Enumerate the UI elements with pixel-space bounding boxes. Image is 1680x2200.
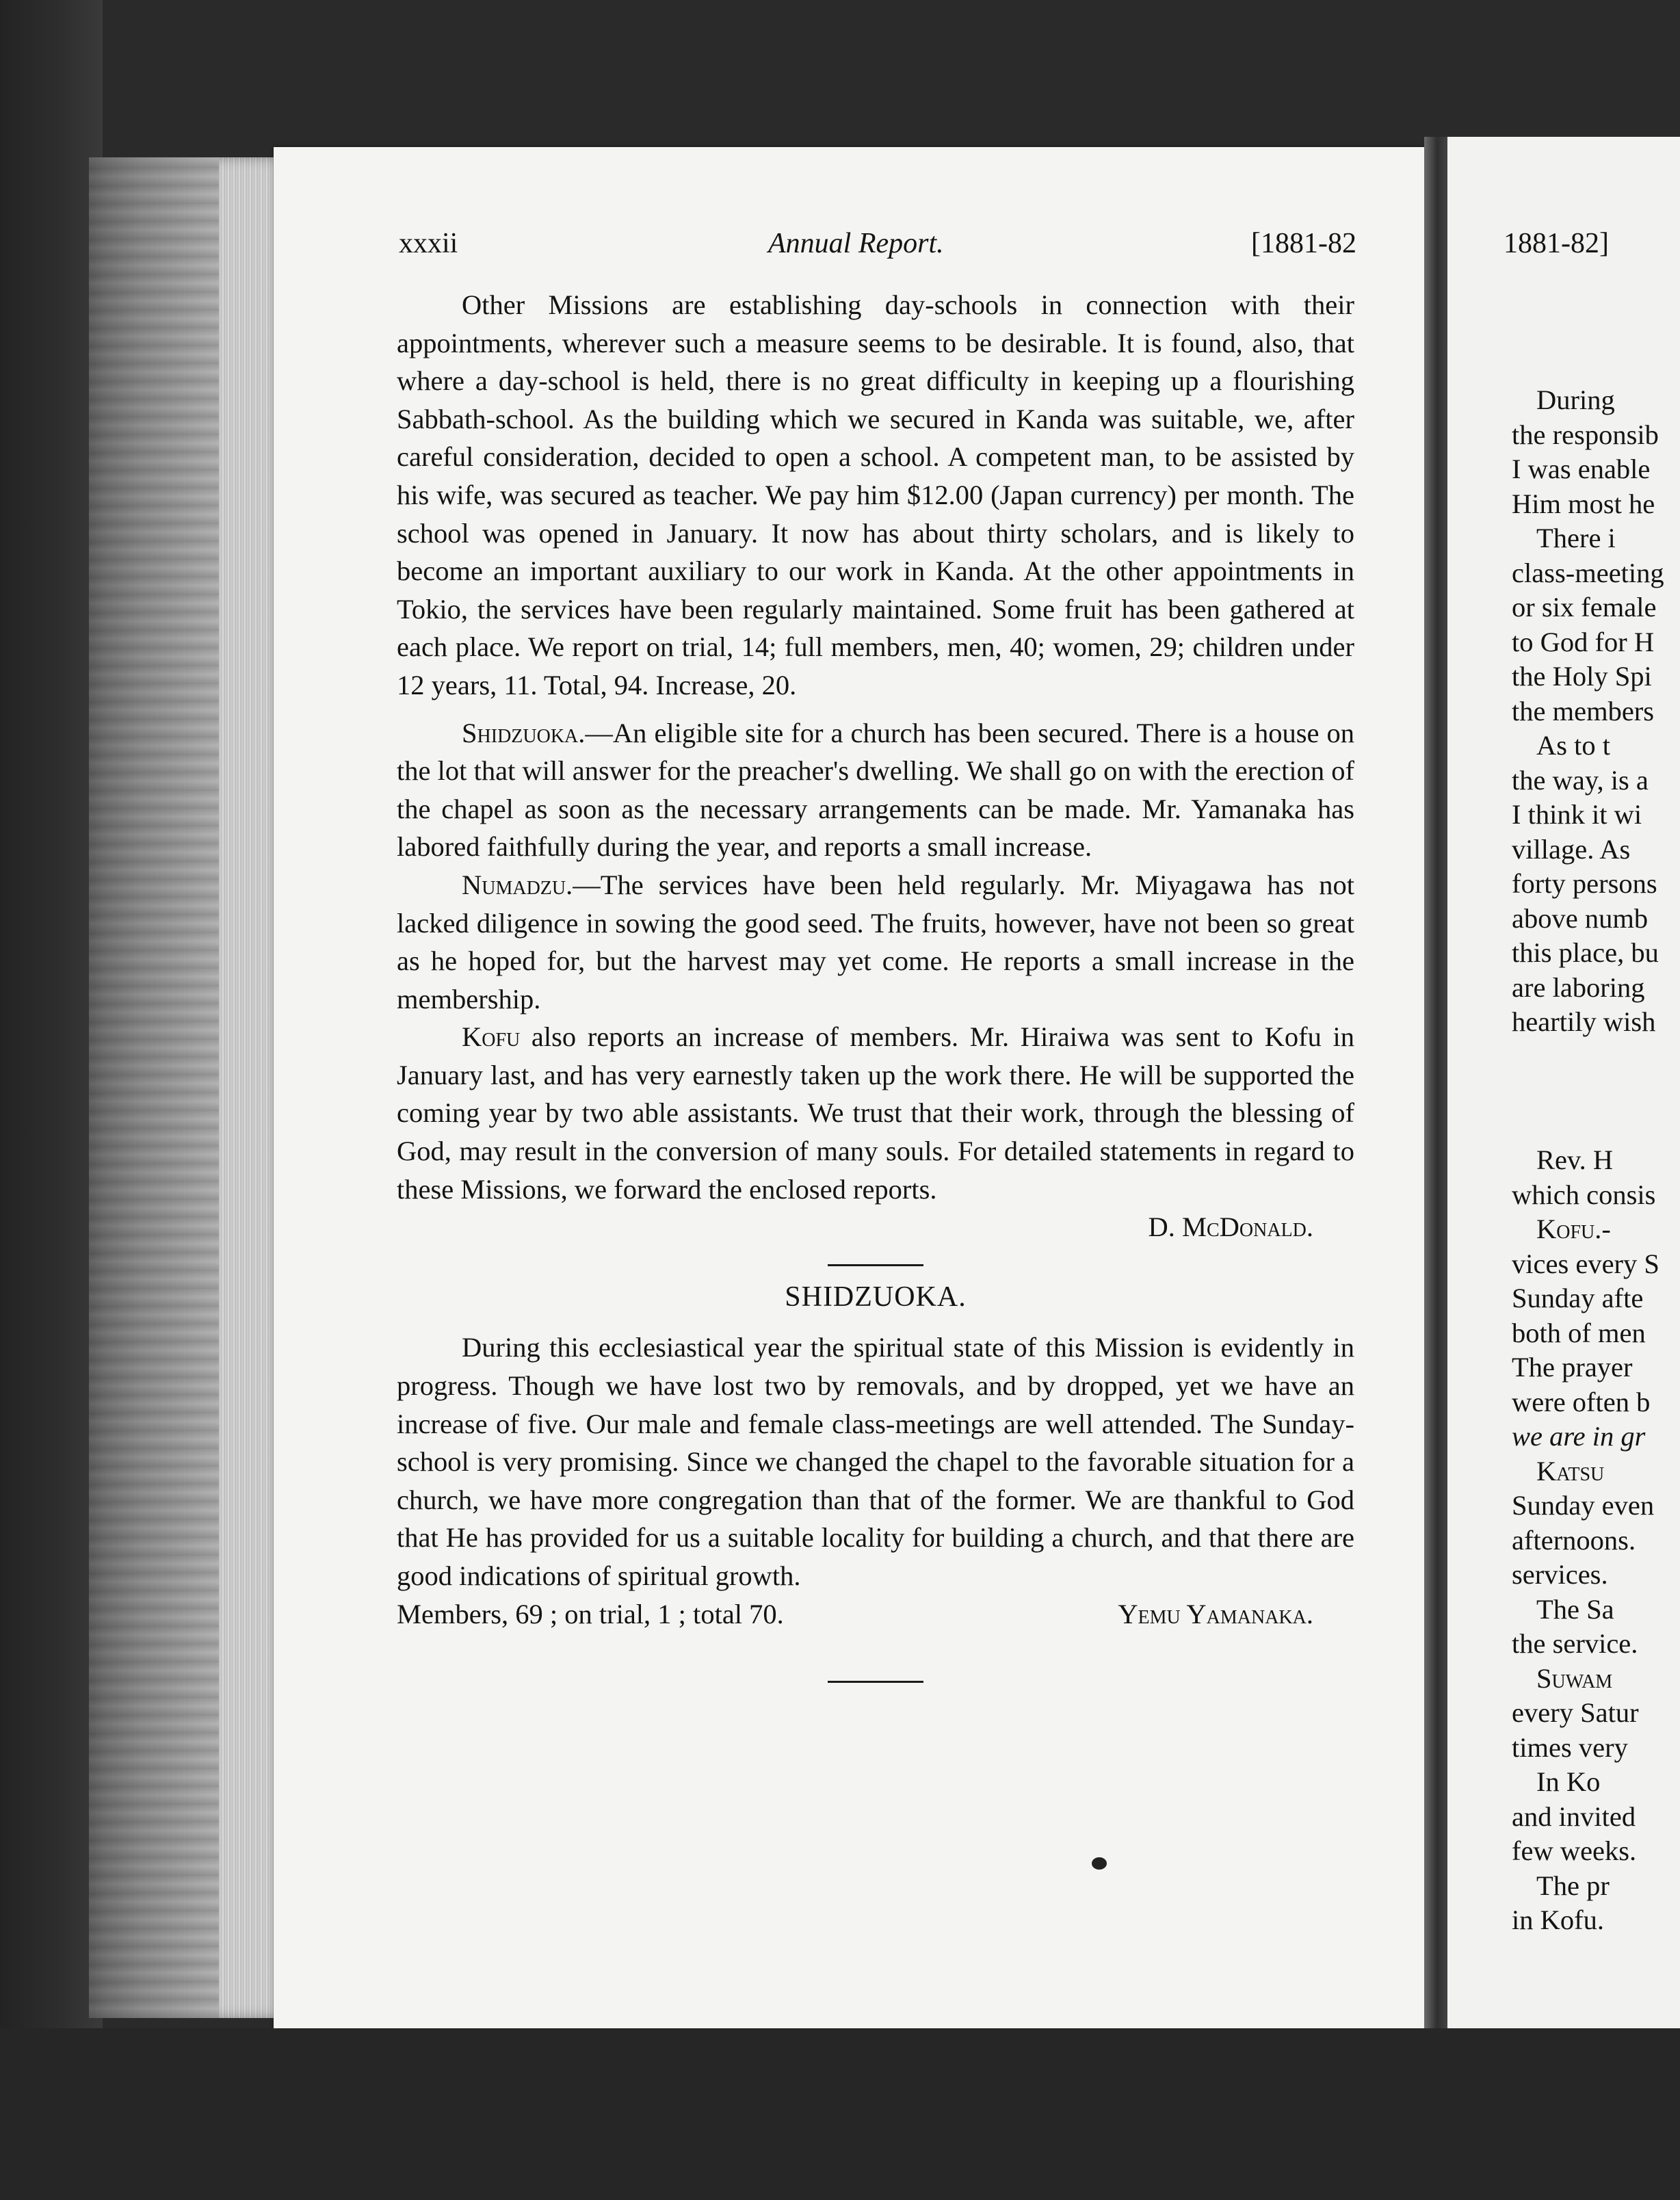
lead-shidzuoka: Shidzuoka. [462, 717, 586, 748]
right-page-line: the way, is a [1512, 764, 1649, 796]
right-page-line: heartily wish [1512, 1006, 1656, 1037]
section-divider [828, 1264, 923, 1266]
dark-background-bottom [0, 2028, 1680, 2200]
paragraph-numadzu [397, 866, 1354, 1018]
right-page-line: During [1536, 384, 1615, 415]
right-page-line: we are in gr [1512, 1421, 1646, 1452]
paragraph-day-schools: Other Missions are establishing day-schools in connection with their appointments, wherever such a measure seems to be desirable. It is found, also, that where a day-school is held, there is no great difficulty in keeping up a flourishing Sabbath-school. As the building which we secured in Kanda was suitable, we, after careful consideration, decided to open a school. A competent man, to be assisted by his wife, was secured as teacher. We pay him $12.00 (Japan currency) per month. The school was opened in January. It now has about thirty scholars, and is likely to become an important auxiliary to our work in Kanda. At the other appointments in Tokio, the services have been regularly maintained. Some fruit has been gathered at each place. We report on trial, 14; full members, men, 40; women, 29; children under 12 years, 11. Total, 94. Increase, 20. [397, 289, 1354, 700]
right-page-line: times very [1512, 1731, 1628, 1763]
book-gutter [1424, 137, 1447, 2039]
paragraph-shidzuoka-report: During this ecclesiastical year the spiritual state of this Mission is evidently in progress. Though we have lost two by removals, and by dropped, yet we have an increase of five. Our male and female class-meetings are well attended. The Sunday-school is very promising. Since we changed the chapel to the favorable situation for a church, we have more congregation than that of the former. We are thankful to God that He has provided for us a suitable locality for building a church, and that there are good indications of spiritual growth. [397, 1332, 1354, 1591]
totals-row [397, 1595, 1354, 1634]
paragraph-kofu [397, 1018, 1354, 1208]
signature-mcdonald: D. McDonald. [1148, 1212, 1313, 1243]
left-page-body [397, 286, 1354, 1683]
right-page-line: Sunday even [1512, 1490, 1655, 1521]
right-page-line: in Kofu. [1512, 1904, 1604, 1935]
right-page-line: above numb [1512, 902, 1649, 934]
right-page-line: or six female [1512, 592, 1657, 623]
right-page-line: both of men [1512, 1317, 1646, 1348]
right-page-line: to God for H [1512, 626, 1655, 657]
lead-kofu: Kofu [462, 1021, 521, 1053]
right-page-line: In Ko [1536, 1766, 1601, 1797]
right-page-line: vices every S [1512, 1248, 1659, 1279]
right-page-line: I think it wi [1512, 799, 1642, 830]
right-page-line: every Satur [1512, 1697, 1639, 1728]
right-page-line [1512, 1040, 1664, 1075]
right-page-line: which consis [1512, 1179, 1656, 1210]
end-divider [828, 1681, 923, 1683]
right-page-line: As to t [1536, 730, 1611, 761]
right-page-line: services. [1512, 1559, 1608, 1590]
right-page-line: class-meeting [1512, 557, 1664, 588]
text-kofu: also reports an increase of members. Mr. Hiraiwa was sent to Kofu in January last, and has very earnestly taken up the work there. He will be supported the coming year by two able assistants. We trust that their work, through the blessing of God, may result in the conversion of many souls. For detailed statements in regard to these Missions, we forward the enclosed reports. [397, 1021, 1354, 1205]
right-page-line [1512, 1109, 1664, 1144]
right-page-line: the members [1512, 695, 1655, 726]
right-page-line: Katsu [1536, 1455, 1605, 1487]
running-title: Annual Report. [768, 228, 944, 259]
right-page-line: the Holy Spi [1512, 661, 1652, 692]
right-page-line: Suwam [1536, 1662, 1613, 1694]
right-page-line: The prayer [1512, 1352, 1633, 1383]
book-fore-edge [89, 157, 219, 2018]
right-page-line: afternoons. [1512, 1524, 1636, 1556]
text-shidzuoka: —An eligible site for a church has been secured. There is a house on the lot that will answer for the preacher's dwelling. We shall go on with the erection of the chapel as soon as the necessary arrangements can be made. Mr. Yamanaka has labored faithfully during the year, and reports a small increase. [397, 717, 1354, 863]
right-page-text [1512, 383, 1664, 1938]
right-page-line: village. As [1512, 833, 1631, 865]
right-page-line: and invited [1512, 1800, 1636, 1832]
ink-blot [1092, 1857, 1107, 1870]
right-page-line: this place, bu [1512, 937, 1659, 968]
page-number: xxxii [399, 228, 458, 259]
left-page-header [399, 227, 1356, 268]
right-page-year-range: 1881-82] [1504, 228, 1609, 259]
right-page-line: were often b [1512, 1386, 1651, 1417]
dark-background-left [0, 0, 103, 2200]
right-page-line: the responsib [1512, 419, 1659, 450]
paragraph-shidzuoka [397, 714, 1354, 866]
right-page-line: The Sa [1536, 1593, 1614, 1625]
right-page-line [1512, 1074, 1664, 1109]
right-page-line: Rev. H [1536, 1144, 1614, 1175]
right-page-line: I was enable [1512, 454, 1651, 484]
right-page-line: Him most he [1512, 488, 1655, 519]
text-numadzu: —The services have been held regularly. Mr. Miyagawa has not lacked diligence in sowing the good seed. The fruits, however, have not been so great as he hoped for, but the harvest may yet come. He reports a small increase in the membership. [397, 869, 1354, 1014]
right-page-line: The pr [1536, 1870, 1610, 1901]
signature-yamanaka: Yemu Yamanaka. [1118, 1598, 1313, 1629]
right-page-line: the service. [1512, 1628, 1638, 1659]
lead-numadzu: Numadzu. [462, 869, 573, 900]
section-heading: SHIDZUOKA. [785, 1281, 967, 1313]
right-page-line: There i [1536, 523, 1616, 553]
right-page-line: are laboring [1512, 971, 1645, 1003]
right-page-line: few weeks. [1512, 1835, 1637, 1866]
header-year-range: [1881-82 [1251, 228, 1356, 259]
right-page-line: Sunday afte [1512, 1283, 1644, 1313]
right-page-line: forty persons [1512, 868, 1657, 899]
right-page-line: Kofu.- [1536, 1214, 1611, 1244]
shidzuoka-totals: Members, 69 ; on trial, 1 ; total 70. [397, 1598, 784, 1629]
